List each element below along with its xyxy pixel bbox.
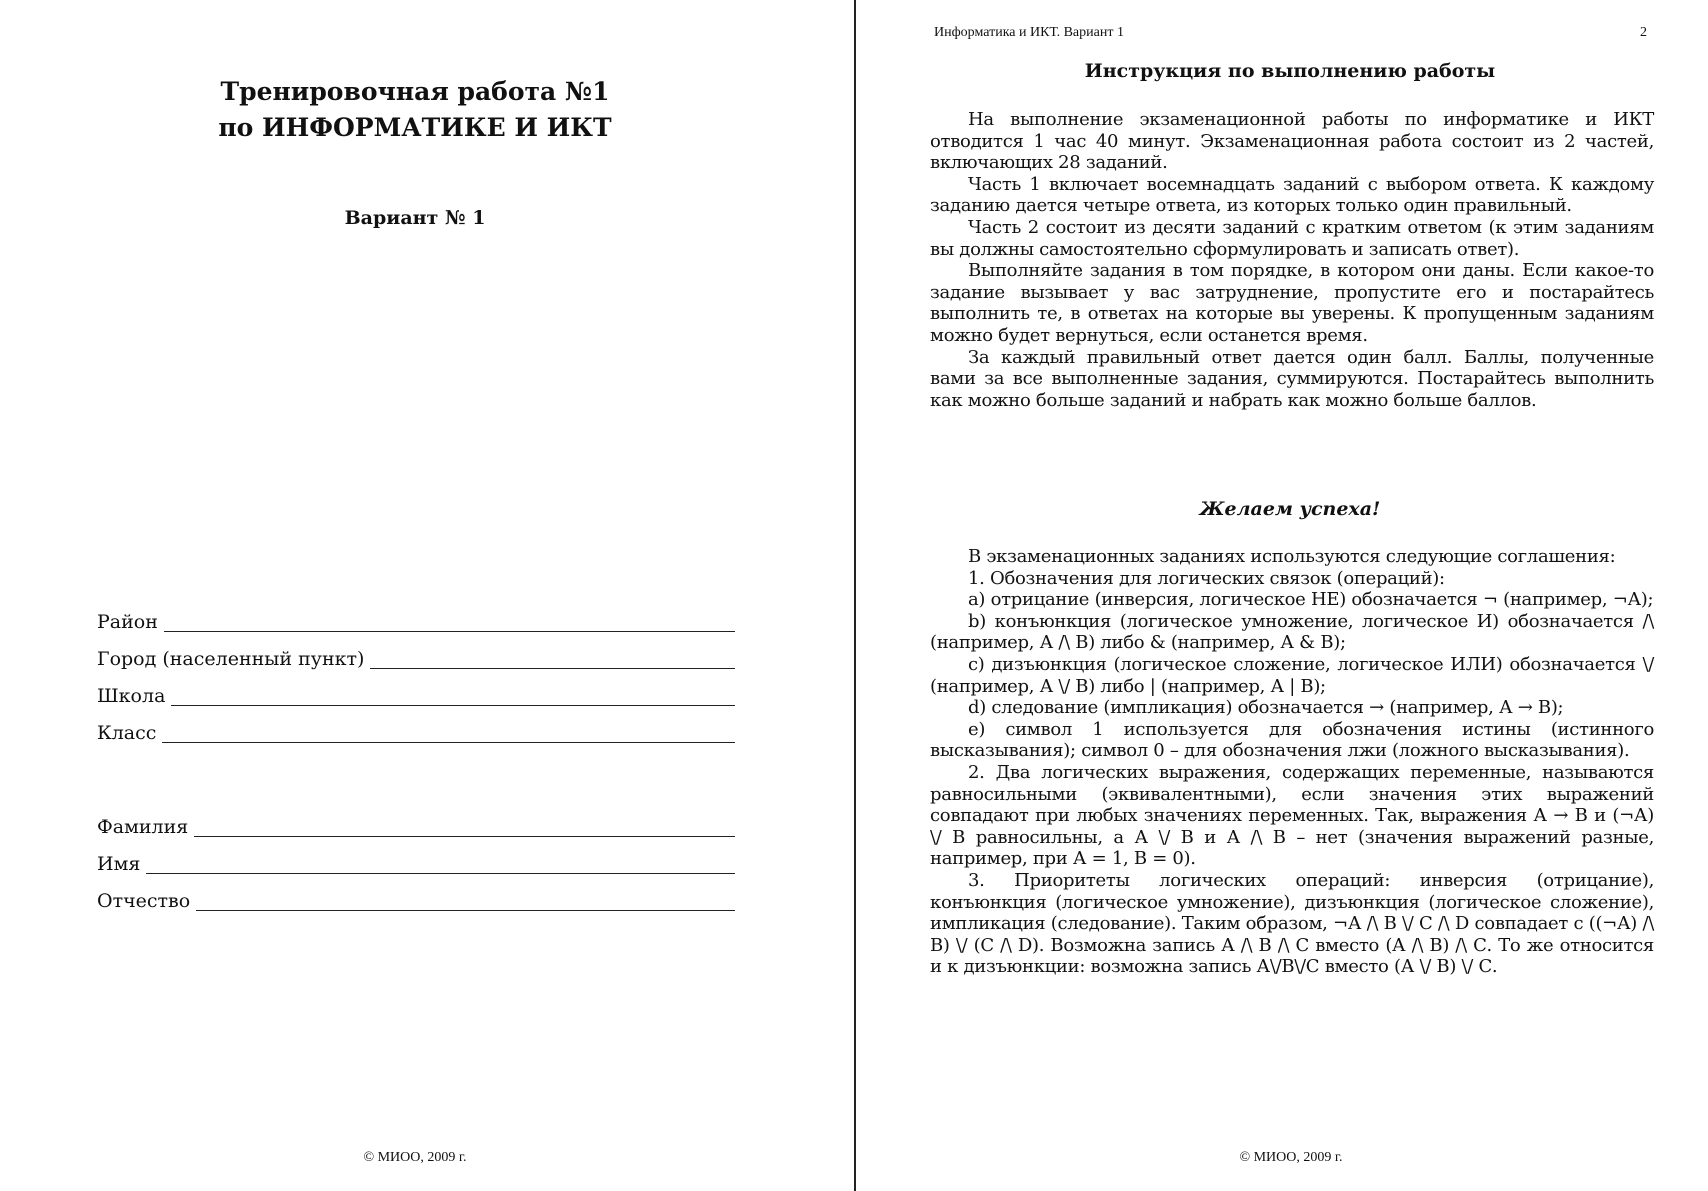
paragraph: 2. Два логических выражения, содержащих переменные, называются равносильными (эквивалентными), если значения этих выражений совпадают при любых значениях переменных. Так, выражения А → В и (¬А) \/ В равносильны, а А \/ В и А /\ В – нет (значения выражений разные, например, при А = 1, В = 0). [930, 761, 1654, 870]
district-input-line[interactable] [164, 609, 735, 632]
field-label: Имя [97, 853, 141, 875]
paragraph: Часть 2 состоит из десяти заданий с кратким ответом (к этим заданиям вы должны самостоятельно сформулировать и записать ответ). [930, 216, 1654, 260]
wish-heading: Желаем успеха! [1199, 498, 1381, 520]
field-label: Класс [97, 722, 157, 744]
surname-input-line[interactable] [194, 814, 735, 837]
field-patronymic [97, 875, 735, 912]
field-label: Отчество [97, 890, 191, 912]
field-label: Фамилия [97, 816, 189, 838]
school-input-line[interactable] [171, 683, 735, 706]
paragraph: 1. Обозначения для логических связок (операций): [968, 567, 1445, 589]
paragraph: Выполняйте задания в том порядке, в котором они даны. Если какое-то задание вызывает у вас затруднение, пропустите его и постарайтесь выполнить те, в ответах на которые вы уверены. К пропущенным заданиям можно будет вернуться, если останется время. [930, 260, 1654, 346]
title-line-2: по ИНФОРМАТИКЕ И ИКТ [218, 113, 612, 142]
paragraph: В экзаменационных заданиях используются следующие соглашения: [968, 546, 1616, 567]
instruction-title: Инструкция по выполнению работы [1084, 60, 1496, 82]
city-input-line[interactable] [370, 646, 735, 669]
field-label: Район [97, 611, 158, 633]
paragraph: d) следование (импликация) обозначается → (например, А → В); [968, 697, 1564, 719]
name-input-line[interactable] [146, 851, 735, 874]
field-name [97, 838, 735, 875]
conventions-body [930, 546, 1654, 978]
field-city [97, 633, 735, 670]
field-district [97, 596, 735, 633]
patronymic-input-line[interactable] [196, 888, 735, 911]
variant-label: Вариант № 1 [344, 207, 486, 229]
field-label: Город (населенный пункт) [97, 648, 365, 670]
copyright-footer: © МИОО, 2009 г. [1239, 1150, 1343, 1165]
page-number: 2 [1640, 25, 1647, 40]
field-class [97, 707, 735, 744]
field-label: Школа [97, 685, 166, 707]
paragraph: 3. Приоритеты логических операций: инверсия (отрицание), конъюнкция (логическое умножение), дизъюнкция (логическое сложение), импликация (следование). Таким образом, ¬А /\ В \/ С /\ D совпадает с ((¬А) /\ В) \/ (С /\ D). Возможна запись А /\ В /\ С вместо (А /\ В) /\ С. То же относится и к дизъюнкции: возможна запись А\/В\/С вместо (А \/ В) \/ С. [930, 869, 1654, 978]
copyright-footer: © МИОО, 2009 г. [363, 1150, 467, 1165]
class-input-line[interactable] [162, 720, 735, 743]
running-head: Информатика и ИКТ. Вариант 1 [934, 25, 1124, 40]
paragraph: За каждый правильный ответ дается один балл. Баллы, полученные вами за все выполненные задания, суммируются. Постарайтесь выполнить как можно больше заданий и набрать как можно больше баллов. [930, 346, 1654, 411]
instructions-body [930, 109, 1654, 411]
paragraph: b) конъюнкция (логическое умножение, логическое И) обозначается /\ (например, А /\ В) либо & (например, А & В); [930, 610, 1654, 654]
field-surname [97, 801, 735, 838]
right-page [856, 0, 1708, 1191]
title-line-1: Тренировочная работа №1 [220, 77, 610, 106]
page-title [0, 74, 830, 146]
student-info-form [97, 801, 735, 912]
paragraph: e) символ 1 используется для обозначения истины (истинного высказывания); символ 0 – для обозначения лжи (ложного высказывания). [930, 718, 1654, 762]
paragraph: На выполнение экзаменационной работы по информатике и ИКТ отводится 1 час 40 минут. Экзаменационная работа состоит из 2 частей, включающих 28 заданий. [930, 109, 1654, 174]
paragraph: c) дизъюнкция (логическое сложение, логическое ИЛИ) обозначается \/ (например, А \/ В) либо | (например, А | В); [930, 653, 1654, 697]
paragraph: a) отрицание (инверсия, логическое НЕ) обозначается ¬ (например, ¬А); [968, 589, 1654, 611]
paragraph: Часть 1 включает восемнадцать заданий с выбором ответа. К каждому заданию дается четыре ответа, из которых только один правильный. [930, 173, 1654, 217]
field-school [97, 670, 735, 707]
school-info-form [97, 596, 735, 744]
